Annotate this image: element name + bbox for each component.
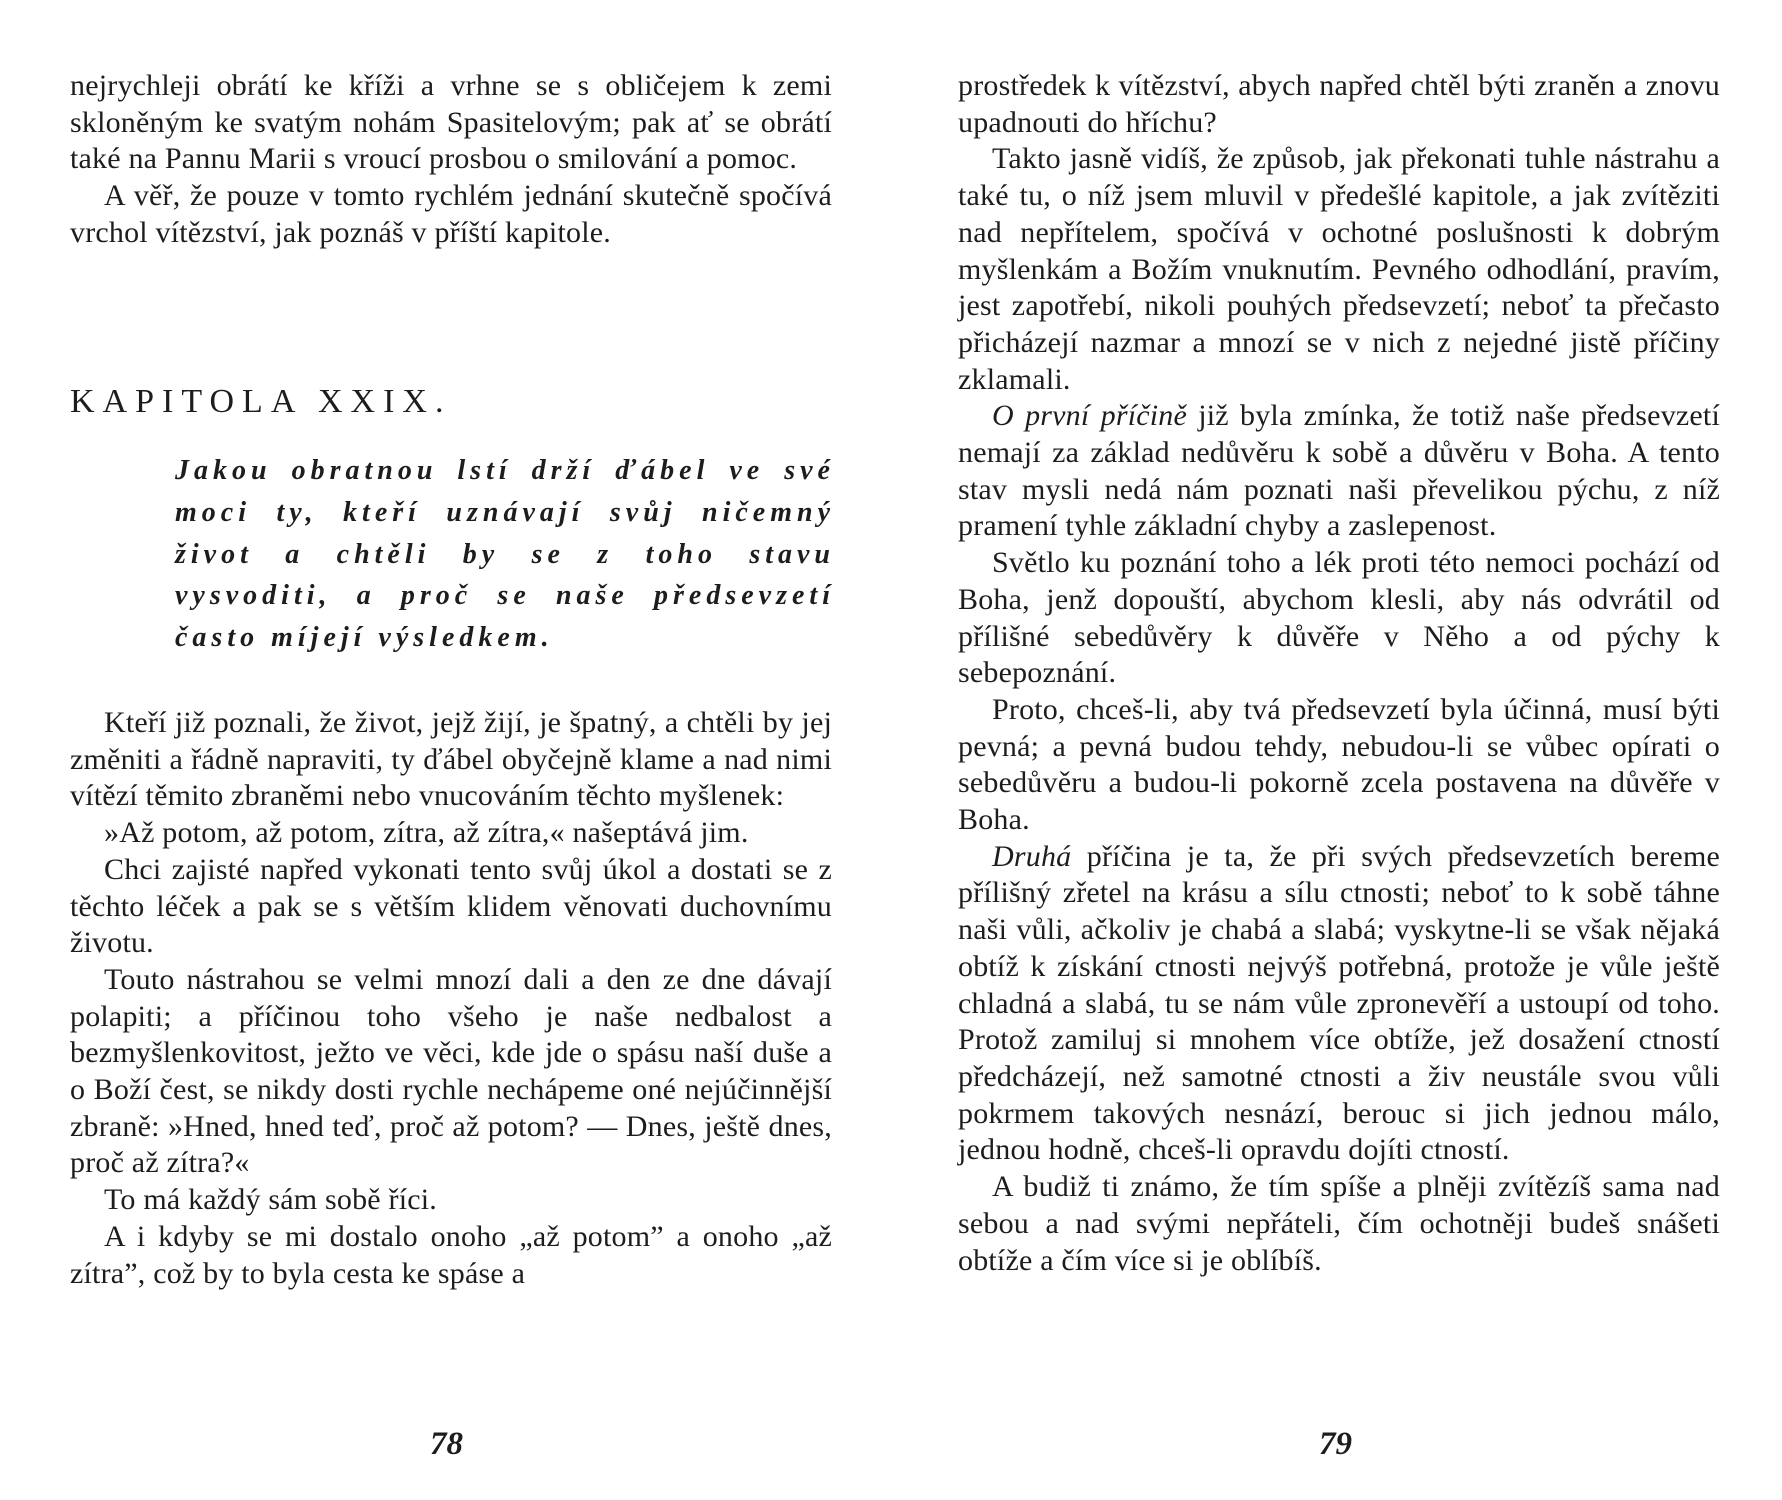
paragraph: A i kdyby se mi dostalo onoho „až potom” a onoho „až zítra”, což by to byla cesta ke spáse a [70,1219,832,1290]
paragraph: Kteří již poznali, že život, jejž žijí, je špatný, a chtěli by jej změniti a řádně napraviti, ty ďábel obyčejně klame a nad nimi vítězí těmito zbraněmi nebo vnucováním těchto myšlenek: [70,706,832,813]
emphasis-text: O první příčině [992,399,1187,433]
chapter-heading: KAPITOLA XXIX. [70,383,452,420]
paragraph: A věř, že pouze v tomto rychlém jednání skutečně spočívá vrchol vítězství, jak poznáš v příští kapitole. [70,179,832,249]
paragraph [958,839,1720,1169]
paragraph: »Až potom, až potom, zítra, až zítra,« našeptává jim. [104,816,749,850]
chapter-summary: Jakou obratnou lstí drží ďábel ve své moci ty, kteří uznávají svůj ničemný život a chtěli by se z toho stavu vysvoditi, a proč se naše předsevzetí často míjejí výsledkem. [175,455,835,654]
paragraph-rest: již byla zmínka, že totiž naše předsevzetí nemají za základ nedůvěru k sobě a důvěru v Boha. A tento stav mysli nedá nám poznati naši převelikou pýchu, z níž pramení tyhle základní chyby a zaslepenost. [958,399,1720,543]
paragraph: Takto jasně vidíš, že způsob, jak překonati tuhle nástrahu a také tu, o níž jsem mluvil v předešlé kapitole, a jak zvítěziti nad nepřítelem, spočívá v ochotné poslušnosti k dobrým myšlenkám a Božím vnuknutím. Pevného odhodlání, pravím, jest zapotřebí, nikoli pouhých předsevzetí; neboť ta přečasto přicházejí nazmar a mnozí se v nich z nejedné jistě příčiny zklamali. [958,142,1720,396]
right-page-body-text [958,68,1720,1279]
paragraph: Chci zajisté napřed vykonati tento svůj úkol a dostati se z těchto léček a pak se s větším klidem věnovati duchovnímu životu. [70,852,832,960]
page-number: 78 [430,1426,463,1462]
paragraph: Proto, chceš-li, aby tvá předsevzetí byla účinná, musí býti pevná; a pevná budou tehdy, nebudou-li se vůbec opírati o sebedůvěru a budou-li pokorně zcela postavena na důvěře v Boha. [958,692,1720,837]
emphasis-text: Druhá [992,839,1072,873]
left-page-body-text [70,705,832,1292]
paragraph: Světlo ku poznání toho a lék proti této nemoci pochází od Boha, jenž dopouští, abychom klesli, aby nás odvrátil od přílišné sebedůvěry k důvěře v Něho a od pýchy k sebepoznání. [958,546,1720,690]
paragraph: To má každý sám sobě říci. [104,1183,438,1217]
left-page-top-text [70,68,832,252]
paragraph: prostředek k vítězství, abych napřed chtěl býti zraněn a znovu upadnouti do hříchu? [958,69,1720,139]
paragraph-rest: příčina je ta, že při svých předsevzetích bereme přílišný zřetel na krásu a sílu ctnosti; neboť to k sobě táhne naši vůli, ačkoliv je chabá a slabá; vyskytne-li se však nějaká obtíž k získání ctnosti nejvýš potřebná, protože je vůle ještě chladná a slabá, tu se nám vůle zpronevěří a ustoupí od toho. Protož zamiluj si mnohem více obtíže, jež dosažení ctností předcházejí, než samotné ctnosti a živ neustále svou vůli pokrmem takových nesnází, berouc si jich jednou málo, jednou hodně, chceš-li opravdu dojíti ctností. [958,839,1720,1167]
right-page [891,0,1782,1500]
paragraph [958,398,1720,545]
paragraph: A budiž ti známo, že tím spíše a plněji zvítězíš sama nad sebou a nad svými nepřáteli, čím ochotněji budeš snášeti obtíže a čím více si je oblíbíš. [958,1170,1720,1277]
paragraph: nejrychleji obrátí ke kříži a vrhne se s obličejem k zemi skloněným ke svatým nohám Spasitelovým; pak ať se obrátí také na Pannu Marii s vroucí prosbou o smilování a pomoc. [70,69,832,176]
paragraph: Touto nástrahou se velmi mnozí dali a den ze dne dávají polapiti; a příčinou toho všeho je naše nedbalost a bezmyšlenkovitost, ježto ve věci, kde jde o spásu naší duše a o Boží čest, se nikdy dosti rychle nechápeme oné nejúčinnější zbraně: »Hned, hned teď, proč až potom? — Dnes, ještě dnes, proč až zítra?« [70,962,832,1180]
page-number: 79 [1319,1426,1352,1462]
